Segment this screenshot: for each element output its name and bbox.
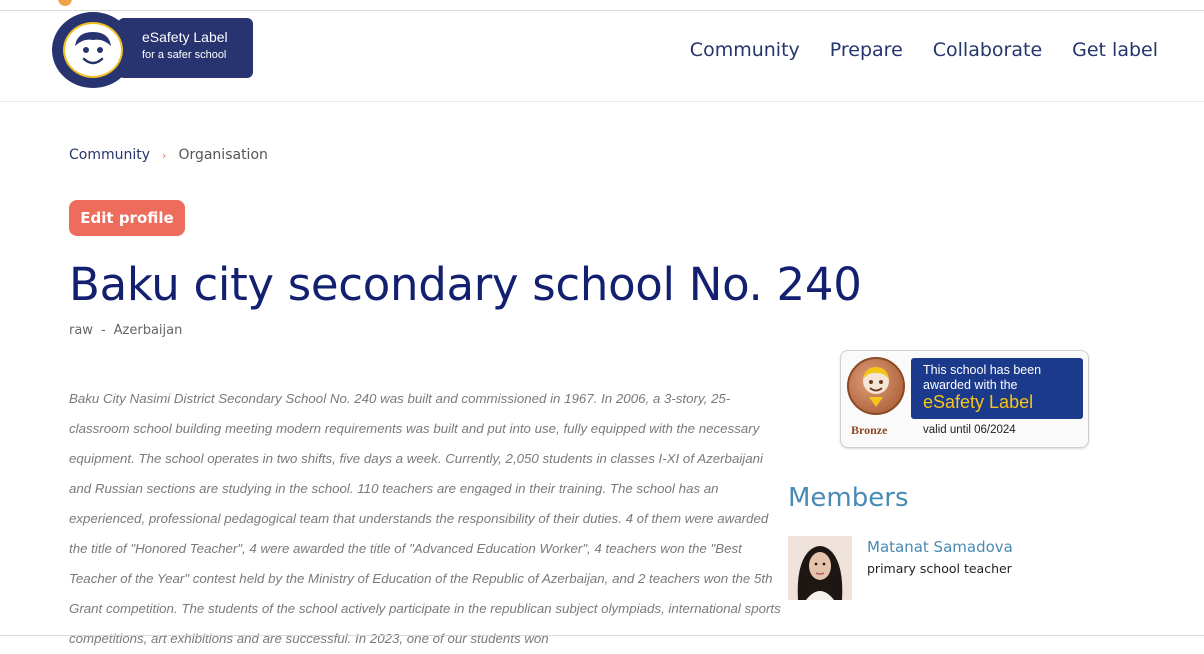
school-meta	[69, 323, 182, 338]
page-title: Baku city secondary school No. 240	[69, 258, 862, 311]
top-divider	[0, 0, 1204, 11]
school-description: Baku City Nasimi District Secondary School No. 240 was built and commissioned in 1967. In 2006, a 3-story, 25-classroom school building meeting modern requirements was built and put into use, fully equipped with the necessary equipment. The school operates in two shifts, five days a week. Currently, 2,050 students in classes I-XI of Azerbaijani and Russian sections are studying in the school. 110 teachers are engaged in their training. The school has an experienced, professional pedagogical team that understands the responsibility of their duties. 4 of them were awarded the title of "Honored Teacher", 4 were awarded the title of "Advanced Education Worker", 4 teachers won the "Best Teacher of the Year" contest held by the Ministry of Education of the Republic of Azerbaijan, and 2 teachers won the 5th Grant competition. The students of the school actively participate in the republican subject olympiads, international sports competitions, art exhibitions and are successful. In 2023, one of our students won	[69, 391, 781, 646]
label-text-line1: This school has been	[923, 363, 1042, 377]
esafety-logo[interactable]	[52, 12, 254, 88]
label-validity: valid until 06/2024	[923, 424, 1016, 436]
breadcrumb-separator-icon: ›	[162, 148, 167, 162]
nav-prepare[interactable]: Prepare	[829, 39, 903, 61]
breadcrumb	[69, 147, 268, 163]
member-name-link[interactable]: Matanat Samadova	[867, 538, 1013, 556]
meta-separator: -	[100, 323, 106, 338]
breadcrumb-community-link[interactable]: Community	[69, 147, 151, 163]
avatar[interactable]	[788, 536, 852, 600]
member-role: primary school teacher	[867, 561, 1012, 576]
esafety-label-badge[interactable]	[840, 350, 1089, 448]
main-nav	[690, 39, 1158, 61]
logo-badge	[118, 18, 253, 78]
breadcrumb-current: Organisation	[178, 147, 268, 163]
child-face-icon	[63, 22, 123, 78]
logo-subtitle: for a safer school	[142, 49, 227, 61]
nav-community[interactable]: Community	[689, 39, 800, 61]
school-type: raw	[69, 323, 93, 338]
nav-collaborate[interactable]: Collaborate	[932, 39, 1043, 61]
top-accent	[58, 0, 72, 6]
school-country: Azerbaijan	[113, 323, 183, 338]
label-text-line3: eSafety Label	[923, 392, 1034, 412]
nav-get-label[interactable]: Get label	[1072, 39, 1158, 61]
logo-circle	[52, 12, 134, 88]
members-heading: Members	[788, 483, 909, 513]
site-header	[0, 11, 1204, 102]
bottom-divider	[0, 635, 1204, 638]
bronze-medal-icon	[847, 357, 905, 415]
label-level: Bronze	[851, 423, 888, 437]
label-text-line2: awarded with the	[923, 378, 1018, 392]
logo-title: eSafety Label	[142, 29, 228, 45]
edit-profile-button[interactable]: Edit profile	[69, 200, 185, 236]
